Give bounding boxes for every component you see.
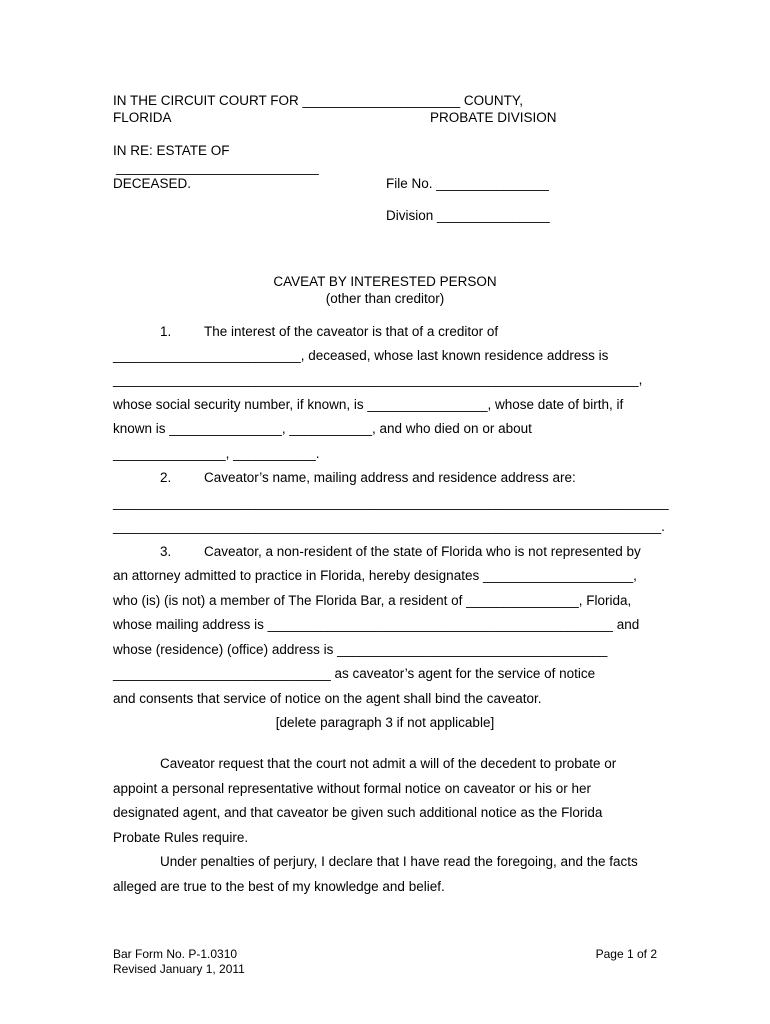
paragraph-1-line: whose social security number, if known, is ________________, whose date of birth, if bbox=[113, 397, 624, 412]
paragraph-3-text: Caveator, a non-resident of the state of Florida who is not represented by bbox=[204, 544, 641, 559]
division-number-field: Division _______________ bbox=[386, 208, 550, 223]
paragraph-2-number: 2. bbox=[160, 470, 172, 485]
paragraph-1-line: _________________________, deceased, whose last known residence address is bbox=[113, 348, 609, 363]
request-paragraph-line: Probate Rules require. bbox=[113, 830, 249, 845]
paragraph-3-line: whose mailing address is ______________________________________________ and bbox=[113, 617, 640, 632]
paragraph-1-line: _______________, ___________. bbox=[113, 446, 320, 461]
request-paragraph-line: designated agent, and that caveator be given such additional notice as the Florida bbox=[113, 805, 603, 820]
perjury-declaration-line: Under penalties of perjury, I declare that I have read the foregoing, and the facts bbox=[160, 854, 638, 869]
state-heading: FLORIDA bbox=[113, 110, 172, 125]
paragraph-1-number: 1. bbox=[160, 324, 172, 339]
document-title: CAVEAT BY INTERESTED PERSON bbox=[273, 274, 497, 289]
request-paragraph-line: appoint a personal representative without formal notice on caveator or his or her bbox=[113, 781, 592, 796]
in-re-label: IN RE: ESTATE OF bbox=[113, 143, 230, 158]
paragraph-2-text: Caveator’s name, mailing address and residence address are: bbox=[204, 470, 576, 485]
paragraph-1-line: ______________________________________________________________________, bbox=[113, 372, 643, 387]
paragraph-3-line: who (is) (is not) a member of The Florida Bar, a resident of _______________, Florida, bbox=[113, 593, 632, 608]
paragraph-3-line: _____________________________ as caveator’s agent for the service of notice bbox=[113, 666, 596, 681]
perjury-declaration-line: alleged are true to the best of my knowledge and belief. bbox=[113, 879, 445, 894]
caveator-address-blank: _________________________________________________________________________. bbox=[113, 519, 665, 534]
document-subtitle: (other than creditor) bbox=[325, 291, 445, 306]
page-number: Page 1 of 2 bbox=[595, 947, 657, 961]
division-heading: PROBATE DIVISION bbox=[430, 110, 557, 125]
request-paragraph-line: Caveator request that the court not admit a will of the decedent to probate or bbox=[160, 756, 617, 771]
paragraph-1-line: known is _______________, ___________, and who died on or about bbox=[113, 421, 532, 436]
court-heading: IN THE CIRCUIT COURT FOR _____________________ COUNTY, bbox=[113, 93, 523, 108]
paragraph-3-line: and consents that service of notice on the agent shall bind the caveator. bbox=[113, 691, 542, 706]
paragraph-3-note: [delete paragraph 3 if not applicable] bbox=[275, 715, 495, 730]
form-number: Bar Form No. P-1.0310 bbox=[113, 947, 238, 961]
estate-name-blank: ___________________________ bbox=[116, 160, 319, 175]
caveator-address-blank: __________________________________________________________________________ bbox=[113, 495, 669, 510]
file-number-field: File No. _______________ bbox=[386, 176, 549, 191]
deceased-label: DECEASED. bbox=[113, 176, 192, 191]
paragraph-3-number: 3. bbox=[160, 544, 172, 559]
revision-date: Revised January 1, 2011 bbox=[113, 962, 245, 976]
paragraph-1-text: The interest of the caveator is that of a creditor of bbox=[204, 324, 499, 339]
paragraph-3-line: whose (residence) (office) address is ____________________________________ bbox=[113, 642, 608, 657]
paragraph-3-line: an attorney admitted to practice in Florida, hereby designates ____________________, bbox=[113, 568, 637, 583]
